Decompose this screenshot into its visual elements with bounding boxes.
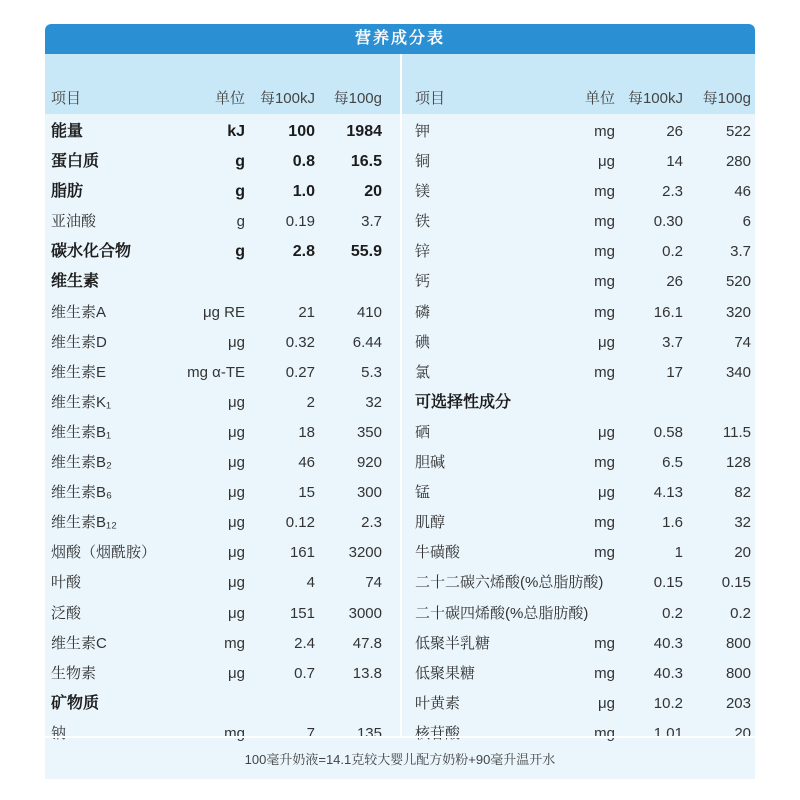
cell-per-g: 32 xyxy=(365,393,382,411)
cell-per-g: 20 xyxy=(734,544,751,562)
cell-unit: mg xyxy=(594,123,615,140)
cell-per-kj: 1.01 xyxy=(653,724,683,742)
table-row xyxy=(45,568,400,598)
table-row xyxy=(45,298,400,328)
cell-per-kj: 46 xyxy=(298,454,315,472)
cell-unit: mg xyxy=(594,243,615,261)
cell-per-kj: 0.27 xyxy=(285,363,315,381)
table-row xyxy=(402,298,755,328)
cell-unit: mg xyxy=(594,454,615,472)
table-row xyxy=(45,478,400,508)
table-row xyxy=(402,629,755,659)
table-row xyxy=(45,659,400,689)
cell-per-g: 13.8 xyxy=(352,664,382,682)
cell-name: 生物素 xyxy=(51,664,97,682)
cell-per-g: 920 xyxy=(356,454,382,472)
cell-unit: mg xyxy=(594,273,615,291)
table-row xyxy=(402,418,755,448)
cell-per-kj: 2.8 xyxy=(292,243,315,261)
cell-per-g: 55.9 xyxy=(350,243,382,261)
cell-per-kj: 0.58 xyxy=(653,423,683,441)
cell-unit: kJ xyxy=(227,123,245,140)
left-rows xyxy=(45,117,400,749)
cell-name: 泛酸 xyxy=(51,604,82,622)
cell-per-kj: 26 xyxy=(666,273,683,291)
cell-name: 氯 xyxy=(415,363,431,381)
cell-per-g: 6 xyxy=(742,213,751,231)
cell-per-g: 20 xyxy=(364,183,382,201)
cell-per-kj: 2 xyxy=(306,393,315,411)
cell-name: 维生素D xyxy=(51,333,107,351)
table-row xyxy=(402,538,755,568)
cell-unit: g xyxy=(235,243,245,261)
cell-per-g: 74 xyxy=(734,333,751,351)
cell-per-kj: 2.3 xyxy=(662,183,683,201)
table-row xyxy=(402,328,755,358)
table-row xyxy=(45,448,400,478)
cell-name: 牛磺酸 xyxy=(415,544,461,562)
cell-name: 锰 xyxy=(415,484,431,502)
cell-unit: μg xyxy=(598,694,615,712)
cell-name: 钠 xyxy=(51,724,67,742)
cell-per-kj: 0.12 xyxy=(285,514,315,532)
cell-name: 维生素 xyxy=(51,273,100,291)
cell-per-kj: 1 xyxy=(674,544,683,562)
cell-per-kj: 0.2 xyxy=(662,243,683,261)
cell-unit: μg xyxy=(228,454,245,472)
cell-unit: μg xyxy=(228,604,245,622)
cell-per-kj: 40.3 xyxy=(653,664,683,682)
cell-name: 核苷酸 xyxy=(415,724,461,742)
table-row xyxy=(45,508,400,538)
cell-per-g: 3.7 xyxy=(730,243,751,261)
cell-name: 可选择性成分 xyxy=(415,393,512,411)
cell-per-kj: 0.8 xyxy=(292,153,315,171)
header-per-kj: 每100kJ xyxy=(259,90,315,107)
table-row xyxy=(45,388,400,418)
cell-per-g: 46 xyxy=(734,183,751,201)
cell-name: 肌醇 xyxy=(415,514,446,532)
table-row xyxy=(402,147,755,177)
cell-per-g: 128 xyxy=(725,454,751,472)
cell-unit: μg xyxy=(228,514,245,532)
cell-per-g: 2.3 xyxy=(361,514,382,532)
header-per-g: 每100g xyxy=(702,90,751,107)
cell-unit: mg xyxy=(594,183,615,201)
cell-name: 脂肪 xyxy=(51,183,84,201)
cell-per-kj: 100 xyxy=(288,123,315,140)
cell-per-kj: 6.5 xyxy=(662,454,683,472)
cell-name: 磷 xyxy=(415,303,431,321)
table-row xyxy=(45,689,400,719)
table-row xyxy=(402,659,755,689)
table-row xyxy=(402,508,755,538)
cell-name: 二十二碳六烯酸(%总脂肪酸) xyxy=(415,574,604,592)
cell-per-g: 16.5 xyxy=(350,153,382,171)
cell-name: 矿物质 xyxy=(51,694,100,712)
cell-per-g: 522 xyxy=(725,123,751,140)
cell-per-g: 3000 xyxy=(348,604,382,622)
cell-name: 维生素C xyxy=(51,634,107,652)
cell-name: 亚油酸 xyxy=(51,213,97,231)
cell-unit: g xyxy=(235,183,245,201)
cell-unit: μg xyxy=(228,423,245,441)
cell-name: 维生素B₁₂ xyxy=(51,514,117,532)
cell-per-kj: 18 xyxy=(298,423,315,441)
cell-name: 铜 xyxy=(415,153,431,171)
cell-per-g: 11.5 xyxy=(722,423,751,441)
left-header xyxy=(45,54,400,114)
table-row xyxy=(402,599,755,629)
cell-per-kj: 15 xyxy=(298,484,315,502)
cell-per-kj: 16.1 xyxy=(653,303,683,321)
cell-unit: mg xyxy=(594,514,615,532)
cell-name: 维生素K₁ xyxy=(51,393,112,411)
cell-unit: μg xyxy=(228,484,245,502)
cell-unit: mg xyxy=(224,634,245,652)
cell-name: 维生素B₂ xyxy=(51,454,112,472)
cell-per-kj: 0.2 xyxy=(662,604,683,622)
cell-unit: mg xyxy=(594,724,615,742)
cell-name: 维生素A xyxy=(51,303,107,321)
cell-name: 钾 xyxy=(415,123,431,140)
cell-per-g: 6.44 xyxy=(352,333,382,351)
cell-per-g: 135 xyxy=(356,724,382,742)
table-title: 营养成分表 xyxy=(45,24,755,54)
cell-per-kj: 2.4 xyxy=(294,634,315,652)
table-row xyxy=(45,629,400,659)
cell-per-kj: 0.19 xyxy=(285,213,315,231)
cell-unit: μg xyxy=(228,544,245,562)
cell-name: 蛋白质 xyxy=(51,153,100,171)
table-row xyxy=(402,478,755,508)
cell-unit: μg RE xyxy=(203,303,245,321)
cell-per-kj: 3.7 xyxy=(662,333,683,351)
cell-per-g: 520 xyxy=(725,273,751,291)
cell-per-g: 0.15 xyxy=(721,574,751,592)
cell-unit: mg α-TE xyxy=(187,363,245,381)
cell-per-g: 5.3 xyxy=(361,363,382,381)
cell-unit: μg xyxy=(598,153,615,171)
cell-per-g: 32 xyxy=(734,514,751,532)
cell-per-g: 0.2 xyxy=(730,604,751,622)
right-rows xyxy=(402,117,755,749)
cell-name: 叶酸 xyxy=(51,574,82,592)
cell-unit: mg xyxy=(594,544,615,562)
table-row xyxy=(45,358,400,388)
cell-per-g: 3.7 xyxy=(361,213,382,231)
cell-per-kj: 10.2 xyxy=(653,694,683,712)
cell-unit: μg xyxy=(228,393,245,411)
table-row xyxy=(402,267,755,297)
table-row xyxy=(402,177,755,207)
table-row xyxy=(45,328,400,358)
cell-name: 钙 xyxy=(415,273,431,291)
table-row xyxy=(45,538,400,568)
cell-unit: mg xyxy=(594,213,615,231)
cell-per-g: 47.8 xyxy=(352,634,382,652)
cell-per-kj: 4.13 xyxy=(653,484,683,502)
cell-name: 低聚半乳糖 xyxy=(415,634,491,652)
cell-per-kj: 0.15 xyxy=(653,574,683,592)
cell-per-kj: 40.3 xyxy=(653,634,683,652)
cell-name: 维生素E xyxy=(51,363,107,381)
cell-per-kj: 14 xyxy=(666,153,683,171)
cell-name: 胆碱 xyxy=(415,454,446,472)
cell-per-kj: 17 xyxy=(666,363,683,381)
cell-name: 烟酸（烟酰胺） xyxy=(51,544,157,562)
cell-name: 镁 xyxy=(415,183,431,201)
cell-per-kj: 26 xyxy=(666,123,683,140)
header-name: 项目 xyxy=(51,90,82,107)
table-row xyxy=(45,237,400,267)
nutrition-panel xyxy=(45,24,755,779)
cell-unit: μg xyxy=(228,664,245,682)
cell-per-g: 1984 xyxy=(346,123,382,140)
header-per-kj: 每100kJ xyxy=(627,90,683,107)
cell-per-kj: 1.0 xyxy=(292,183,315,201)
header-unit: 单位 xyxy=(214,90,245,107)
table-row xyxy=(402,448,755,478)
cell-name: 低聚果糖 xyxy=(415,664,476,682)
cell-name: 铁 xyxy=(415,213,431,231)
cell-name: 碳水化合物 xyxy=(51,243,132,261)
cell-unit: mg xyxy=(224,724,245,742)
cell-per-g: 280 xyxy=(725,153,751,171)
cell-per-g: 3200 xyxy=(348,544,382,562)
cell-per-kj: 0.30 xyxy=(653,213,683,231)
cell-per-g: 800 xyxy=(725,664,751,682)
cell-unit: μg xyxy=(598,484,615,502)
cell-name: 碘 xyxy=(415,333,431,351)
table-row xyxy=(45,267,400,297)
table-row xyxy=(45,117,400,147)
table-row xyxy=(402,117,755,147)
table-row xyxy=(45,418,400,448)
cell-name: 叶黄素 xyxy=(415,694,461,712)
cell-per-g: 82 xyxy=(734,484,751,502)
cell-unit: g xyxy=(236,213,245,231)
table-row xyxy=(402,568,755,598)
cell-per-g: 350 xyxy=(356,423,382,441)
right-column xyxy=(402,54,755,749)
cell-name: 硒 xyxy=(415,423,431,441)
cell-unit: mg xyxy=(594,303,615,321)
cell-per-g: 320 xyxy=(725,303,751,321)
table-row xyxy=(45,599,400,629)
cell-name: 二十碳四烯酸(%总脂肪酸) xyxy=(415,604,589,622)
table-row xyxy=(402,358,755,388)
footer-note: 100毫升奶液=14.1克较大婴儿配方奶粉+90毫升温开水 xyxy=(45,736,755,779)
cell-per-kj: 1.6 xyxy=(662,514,683,532)
cell-per-g: 203 xyxy=(725,694,751,712)
cell-per-kj: 161 xyxy=(289,544,315,562)
table-row xyxy=(402,689,755,719)
cell-unit: mg xyxy=(594,634,615,652)
table-row xyxy=(402,237,755,267)
table-row xyxy=(402,207,755,237)
table-row xyxy=(45,177,400,207)
cell-unit: μg xyxy=(228,333,245,351)
cell-per-kj: 21 xyxy=(298,303,315,321)
cell-name: 维生素B₆ xyxy=(51,484,113,502)
table-row xyxy=(45,147,400,177)
cell-unit: mg xyxy=(594,363,615,381)
table-row xyxy=(45,207,400,237)
table-row xyxy=(402,388,755,418)
cell-unit: μg xyxy=(598,333,615,351)
cell-name: 维生素B₁ xyxy=(51,423,112,441)
cell-unit: μg xyxy=(228,574,245,592)
cell-name: 能量 xyxy=(51,123,84,140)
cell-per-g: 410 xyxy=(356,303,382,321)
cell-per-g: 20 xyxy=(734,724,751,742)
cell-per-kj: 151 xyxy=(289,604,315,622)
right-header xyxy=(402,54,755,114)
cell-per-g: 74 xyxy=(365,574,382,592)
cell-name: 锌 xyxy=(415,243,431,261)
cell-per-kj: 4 xyxy=(306,574,315,592)
cell-per-kj: 7 xyxy=(306,724,315,742)
left-column xyxy=(45,54,400,749)
header-per-g: 每100g xyxy=(333,90,382,107)
cell-per-kj: 0.7 xyxy=(294,664,315,682)
cell-unit: μg xyxy=(598,423,615,441)
header-name: 项目 xyxy=(415,90,446,107)
cell-per-g: 340 xyxy=(725,363,751,381)
cell-unit: g xyxy=(235,153,245,171)
cell-per-g: 300 xyxy=(356,484,382,502)
cell-per-g: 800 xyxy=(725,634,751,652)
cell-per-kj: 0.32 xyxy=(285,333,315,351)
header-unit: 单位 xyxy=(584,90,615,107)
cell-unit: mg xyxy=(594,664,615,682)
